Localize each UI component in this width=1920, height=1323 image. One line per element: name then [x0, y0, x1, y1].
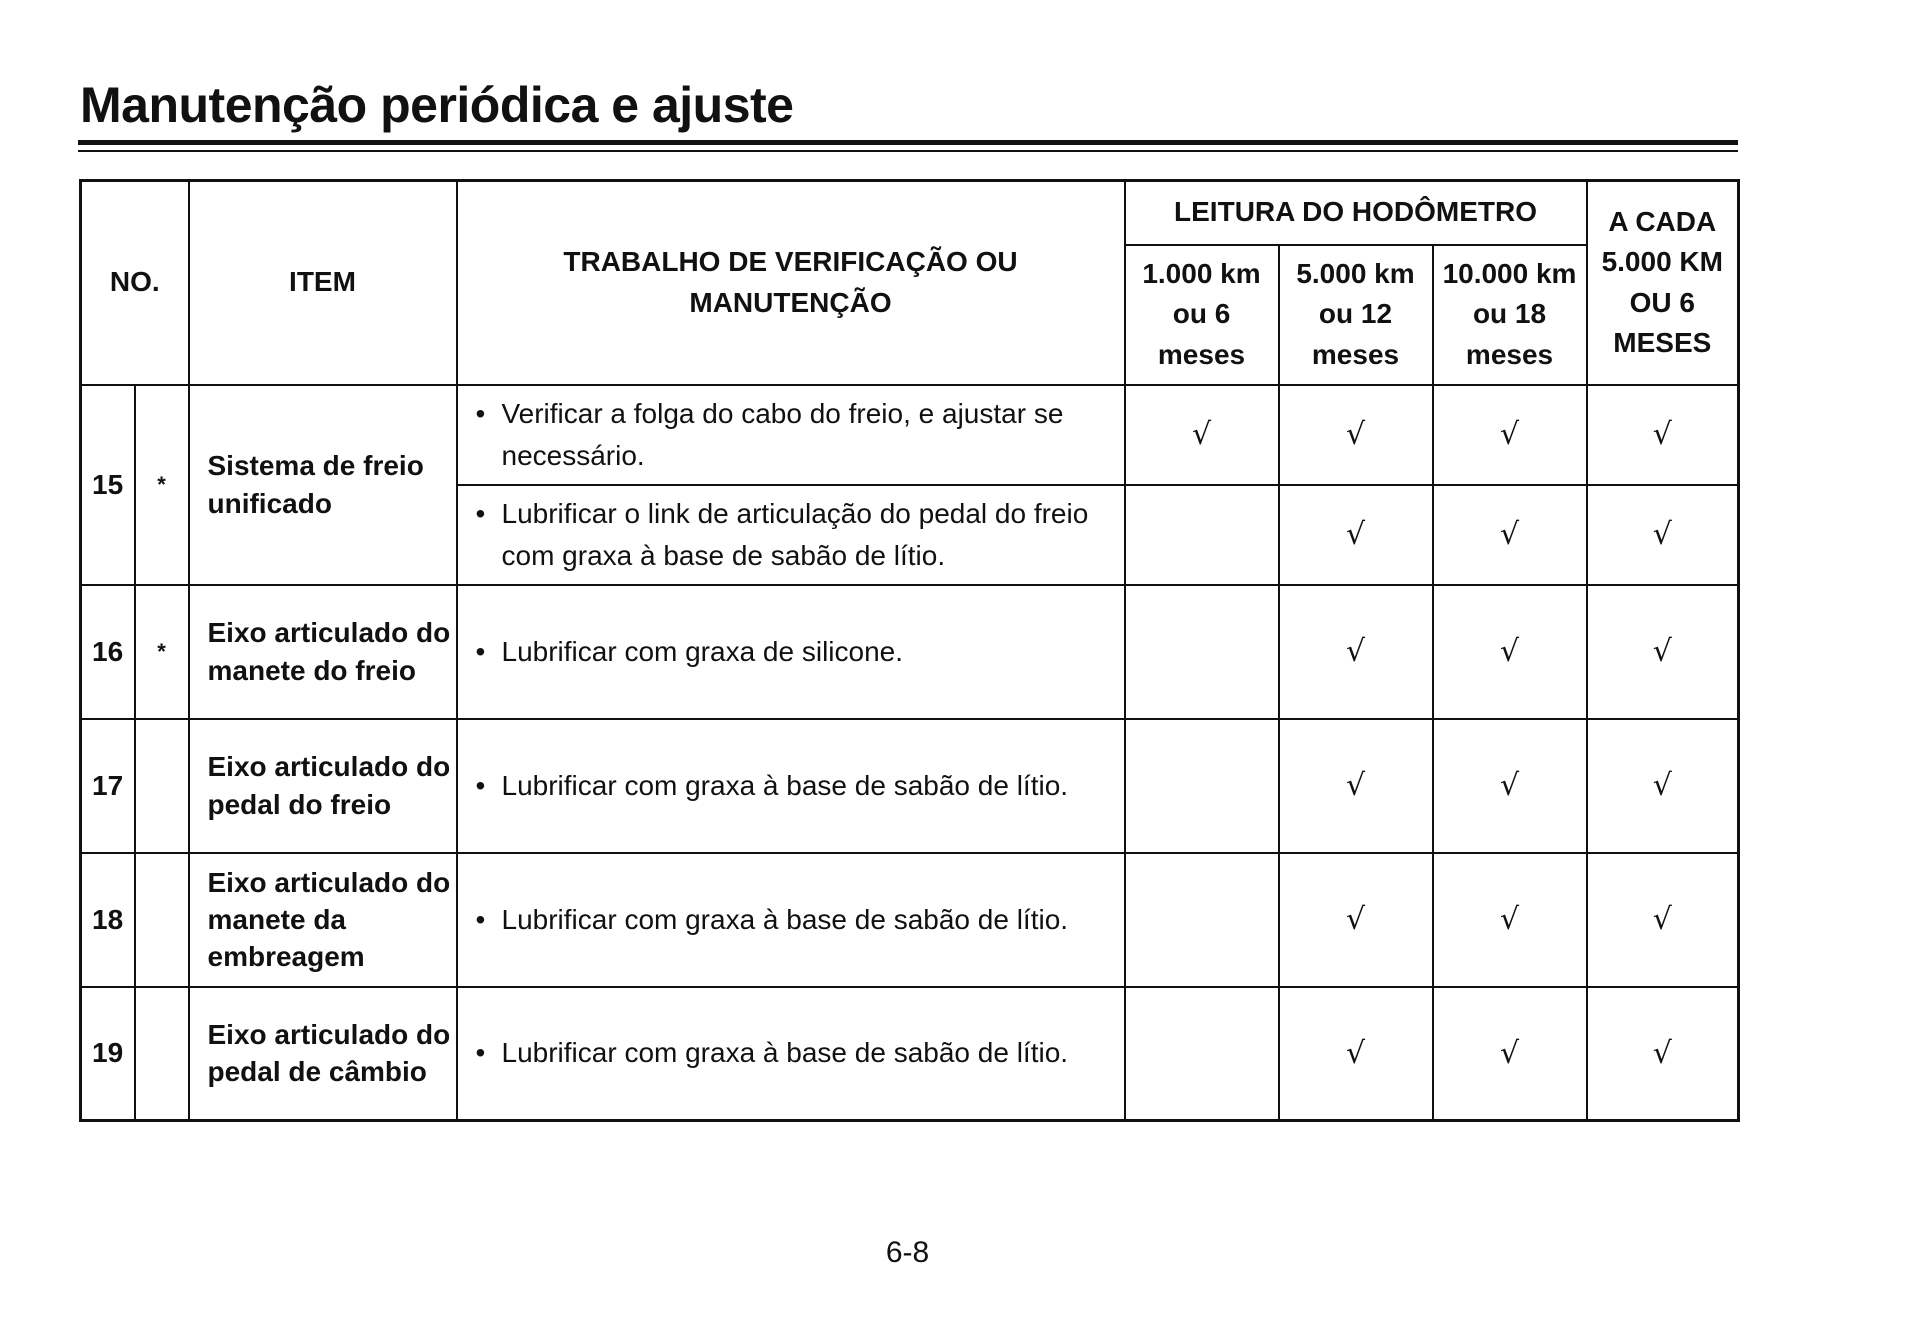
- row-work: [457, 485, 1125, 585]
- check-cell: [1125, 485, 1279, 585]
- header-interval-1: 1.000 km ou 6 meses: [1125, 245, 1279, 385]
- check-cell: √: [1587, 853, 1739, 987]
- bullet-icon: •: [475, 903, 486, 935]
- row-work: [457, 853, 1125, 987]
- work-text: Lubrificar o link de articulação do pedal do freio com graxa à base de sabão de lítio.: [501, 497, 1089, 571]
- check-cell: √: [1433, 585, 1587, 719]
- header-no: NO.: [81, 181, 189, 385]
- check-cell: √: [1587, 585, 1739, 719]
- check-cell: √: [1433, 385, 1587, 485]
- work-text: Lubrificar com graxa à base de sabão de lítio.: [501, 769, 1069, 801]
- work-text: Lubrificar com graxa de silicone.: [501, 635, 904, 667]
- check-cell: √: [1433, 719, 1587, 853]
- table-row: [81, 385, 1739, 485]
- row-mark: [135, 853, 189, 987]
- row-item: Eixo articulado do pedal do freio: [189, 719, 457, 853]
- row-work: [457, 719, 1125, 853]
- header-work: TRABALHO DE VERIFICAÇÃO OU MANUTENÇÃO: [457, 181, 1125, 385]
- check-cell: √: [1587, 987, 1739, 1121]
- row-number: 16: [81, 585, 135, 719]
- bullet-icon: •: [475, 497, 486, 529]
- row-number: 19: [81, 987, 135, 1121]
- check-cell: √: [1279, 385, 1433, 485]
- check-cell: √: [1587, 385, 1739, 485]
- row-work: [457, 585, 1125, 719]
- header-item: ITEM: [189, 181, 457, 385]
- header-interval-3: 10.000 km ou 18 meses: [1433, 245, 1587, 385]
- check-cell: √: [1433, 987, 1587, 1121]
- page-number: 6-8: [885, 1236, 930, 1269]
- row-item: Eixo articulado do pedal de câmbio: [189, 987, 457, 1121]
- row-number: 17: [81, 719, 135, 853]
- check-cell: [1125, 585, 1279, 719]
- row-mark: [135, 987, 189, 1121]
- check-cell: √: [1279, 987, 1433, 1121]
- header-every: A CADA 5.000 KM OU 6 MESES: [1587, 181, 1739, 385]
- check-cell: [1125, 987, 1279, 1121]
- check-cell: √: [1587, 485, 1739, 585]
- work-text: Verificar a folga do cabo do freio, e ajustar se necessário.: [501, 397, 1064, 471]
- bullet-icon: •: [475, 1037, 486, 1069]
- row-number: 18: [81, 853, 135, 987]
- bullet-icon: •: [475, 397, 486, 429]
- check-cell: √: [1279, 853, 1433, 987]
- bullet-icon: •: [475, 635, 486, 667]
- maintenance-schedule-table: [79, 179, 1740, 1122]
- row-mark: [135, 719, 189, 853]
- page-title: Manutenção periódica e ajuste: [80, 77, 794, 133]
- table-header-row: [81, 181, 1739, 245]
- check-cell: √: [1433, 853, 1587, 987]
- row-work: [457, 385, 1125, 485]
- check-cell: √: [1433, 485, 1587, 585]
- row-mark: *: [135, 585, 189, 719]
- row-item: Sistema de freio unificado: [189, 385, 457, 585]
- check-cell: [1125, 853, 1279, 987]
- row-work: [457, 987, 1125, 1121]
- row-number: 15: [81, 385, 135, 585]
- table-row: [81, 585, 1739, 719]
- check-cell: √: [1587, 719, 1739, 853]
- check-cell: [1125, 719, 1279, 853]
- work-text: Lubrificar com graxa à base de sabão de lítio.: [501, 1037, 1069, 1069]
- title-rule: [78, 140, 1738, 152]
- table-row: [81, 719, 1739, 853]
- check-cell: √: [1279, 585, 1433, 719]
- row-item: Eixo articulado do manete da embreagem: [189, 853, 457, 987]
- table-row: [81, 853, 1739, 987]
- check-cell: √: [1279, 719, 1433, 853]
- check-cell: √: [1279, 485, 1433, 585]
- table-row: [81, 987, 1739, 1121]
- check-cell: √: [1125, 385, 1279, 485]
- row-mark: *: [135, 385, 189, 585]
- header-odometer: LEITURA DO HODÔMETRO: [1125, 181, 1587, 245]
- work-text: Lubrificar com graxa à base de sabão de lítio.: [501, 903, 1069, 935]
- header-interval-2: 5.000 km ou 12 meses: [1279, 245, 1433, 385]
- row-item: Eixo articulado do manete do freio: [189, 585, 457, 719]
- bullet-icon: •: [475, 769, 486, 801]
